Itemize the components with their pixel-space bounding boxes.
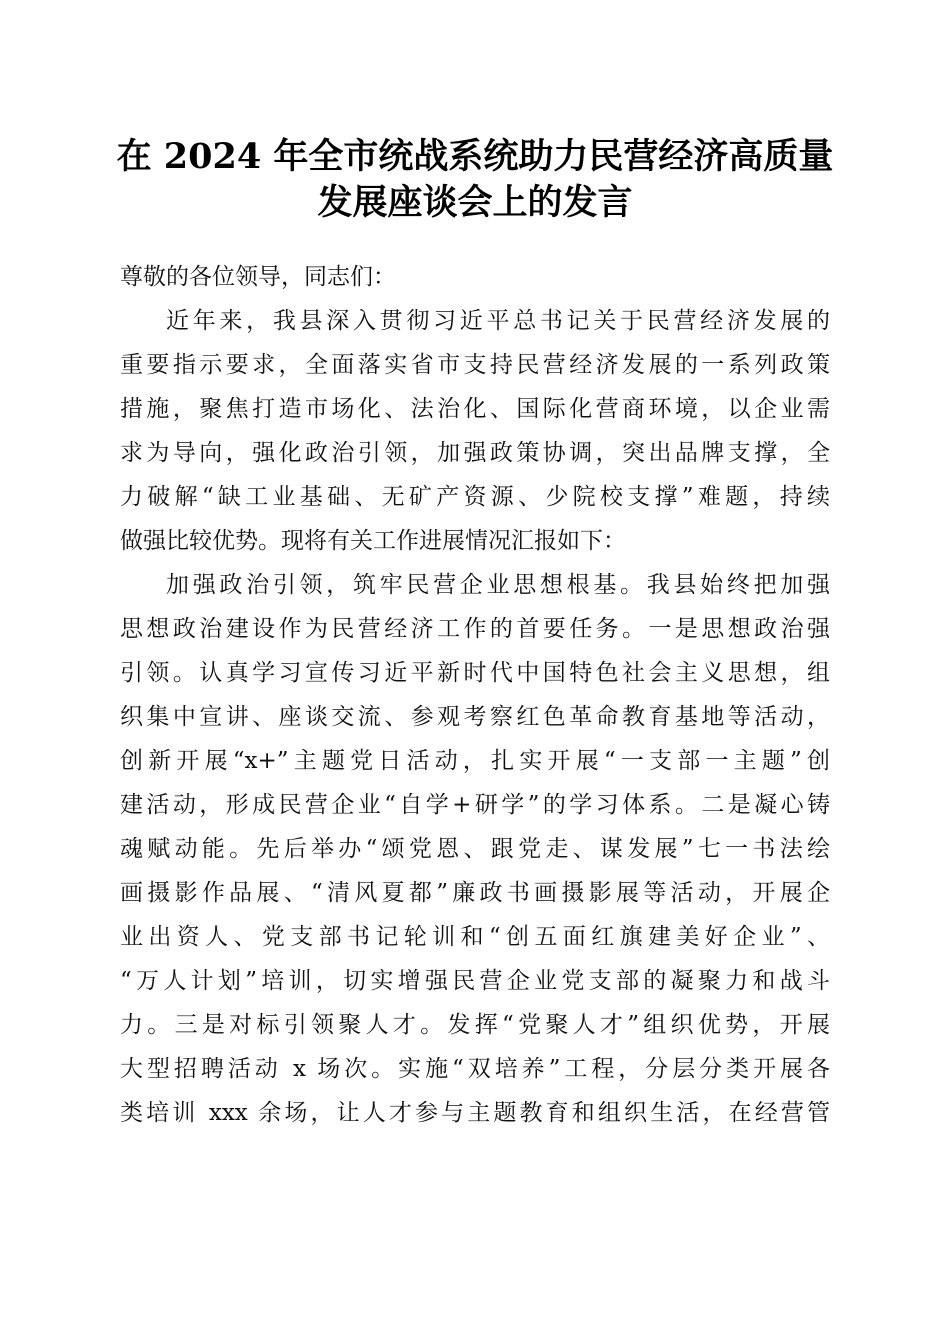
paragraph-2-line: 建活动，形成民营企业“自学+研学”的学习体系。二是凝心铸 xyxy=(120,792,830,818)
paragraph-2-line: 大型招聘活动 x 场次。实施“双培养”工程，分层分类开展各 xyxy=(120,1056,830,1082)
paragraph-1-line: 求为导向，强化政治引领，加强政策协调，突出品牌支撑，全 xyxy=(120,440,830,466)
paragraph-2-line: 画摄影作品展、“清风夏都”廉政书画摄影展等活动，开展企 xyxy=(120,880,830,906)
paragraph-2-line: 思想政治建设作为民营经济工作的首要任务。一是思想政治强 xyxy=(120,616,830,642)
paragraph-2-line: 创新开展“x+”主题党日活动，扎实开展“一支部一主题”创 xyxy=(120,748,830,774)
paragraph-2-line: 力。三是对标引领聚人才。发挥“党聚人才”组织优势，开展 xyxy=(120,1012,830,1038)
paragraph-2-line: 业出资人、党支部书记轮训和“创五面红旗建美好企业”、 xyxy=(120,924,830,950)
paragraph-1-line: 力破解“缺工业基础、无矿产资源、少院校支撑”难题，持续 xyxy=(120,484,830,510)
title-line-2: 发展座谈会上的发言 xyxy=(317,182,633,223)
salutation: 尊敬的各位领导，同志们： xyxy=(120,264,396,290)
paragraph-2-line: 织集中宣讲、座谈交流、参观考察红色革命教育基地等活动， xyxy=(120,704,830,730)
paragraph-2-line: “万人计划”培训，切实增强民营企业党支部的凝聚力和战斗 xyxy=(120,968,830,994)
paragraph-2-line: 魂赋动能。先后举办“颂党恩、跟党走、谋发展”七一书法绘 xyxy=(120,836,830,862)
page-title xyxy=(110,134,840,226)
title-line-1: 在 2024 年全市统战系统助力民营经济高质量 xyxy=(116,136,834,177)
paragraph-1-line: 重要指示要求，全面落实省市支持民营经济发展的一系列政策 xyxy=(120,352,830,378)
paragraph-2-line: 引领。认真学习宣传习近平新时代中国特色社会主义思想，组 xyxy=(120,660,830,686)
document-body xyxy=(120,255,830,1135)
paragraph-2-line: 类培训 xxx 余场，让人才参与主题教育和组织生活，在经营管 xyxy=(120,1100,830,1126)
paragraph-2-line: 加强政治引领，筑牢民营企业思想根基。我县始终把加强 xyxy=(166,572,830,598)
paragraph-1-line: 近年来，我县深入贯彻习近平总书记关于民营经济发展的 xyxy=(166,308,830,334)
paragraph-1-line: 措施，聚焦打造市场化、法治化、国际化营商环境，以企业需 xyxy=(120,396,830,422)
paragraph-1-line: 做强比较优势。现将有关工作进展情况汇报如下： xyxy=(120,528,626,554)
